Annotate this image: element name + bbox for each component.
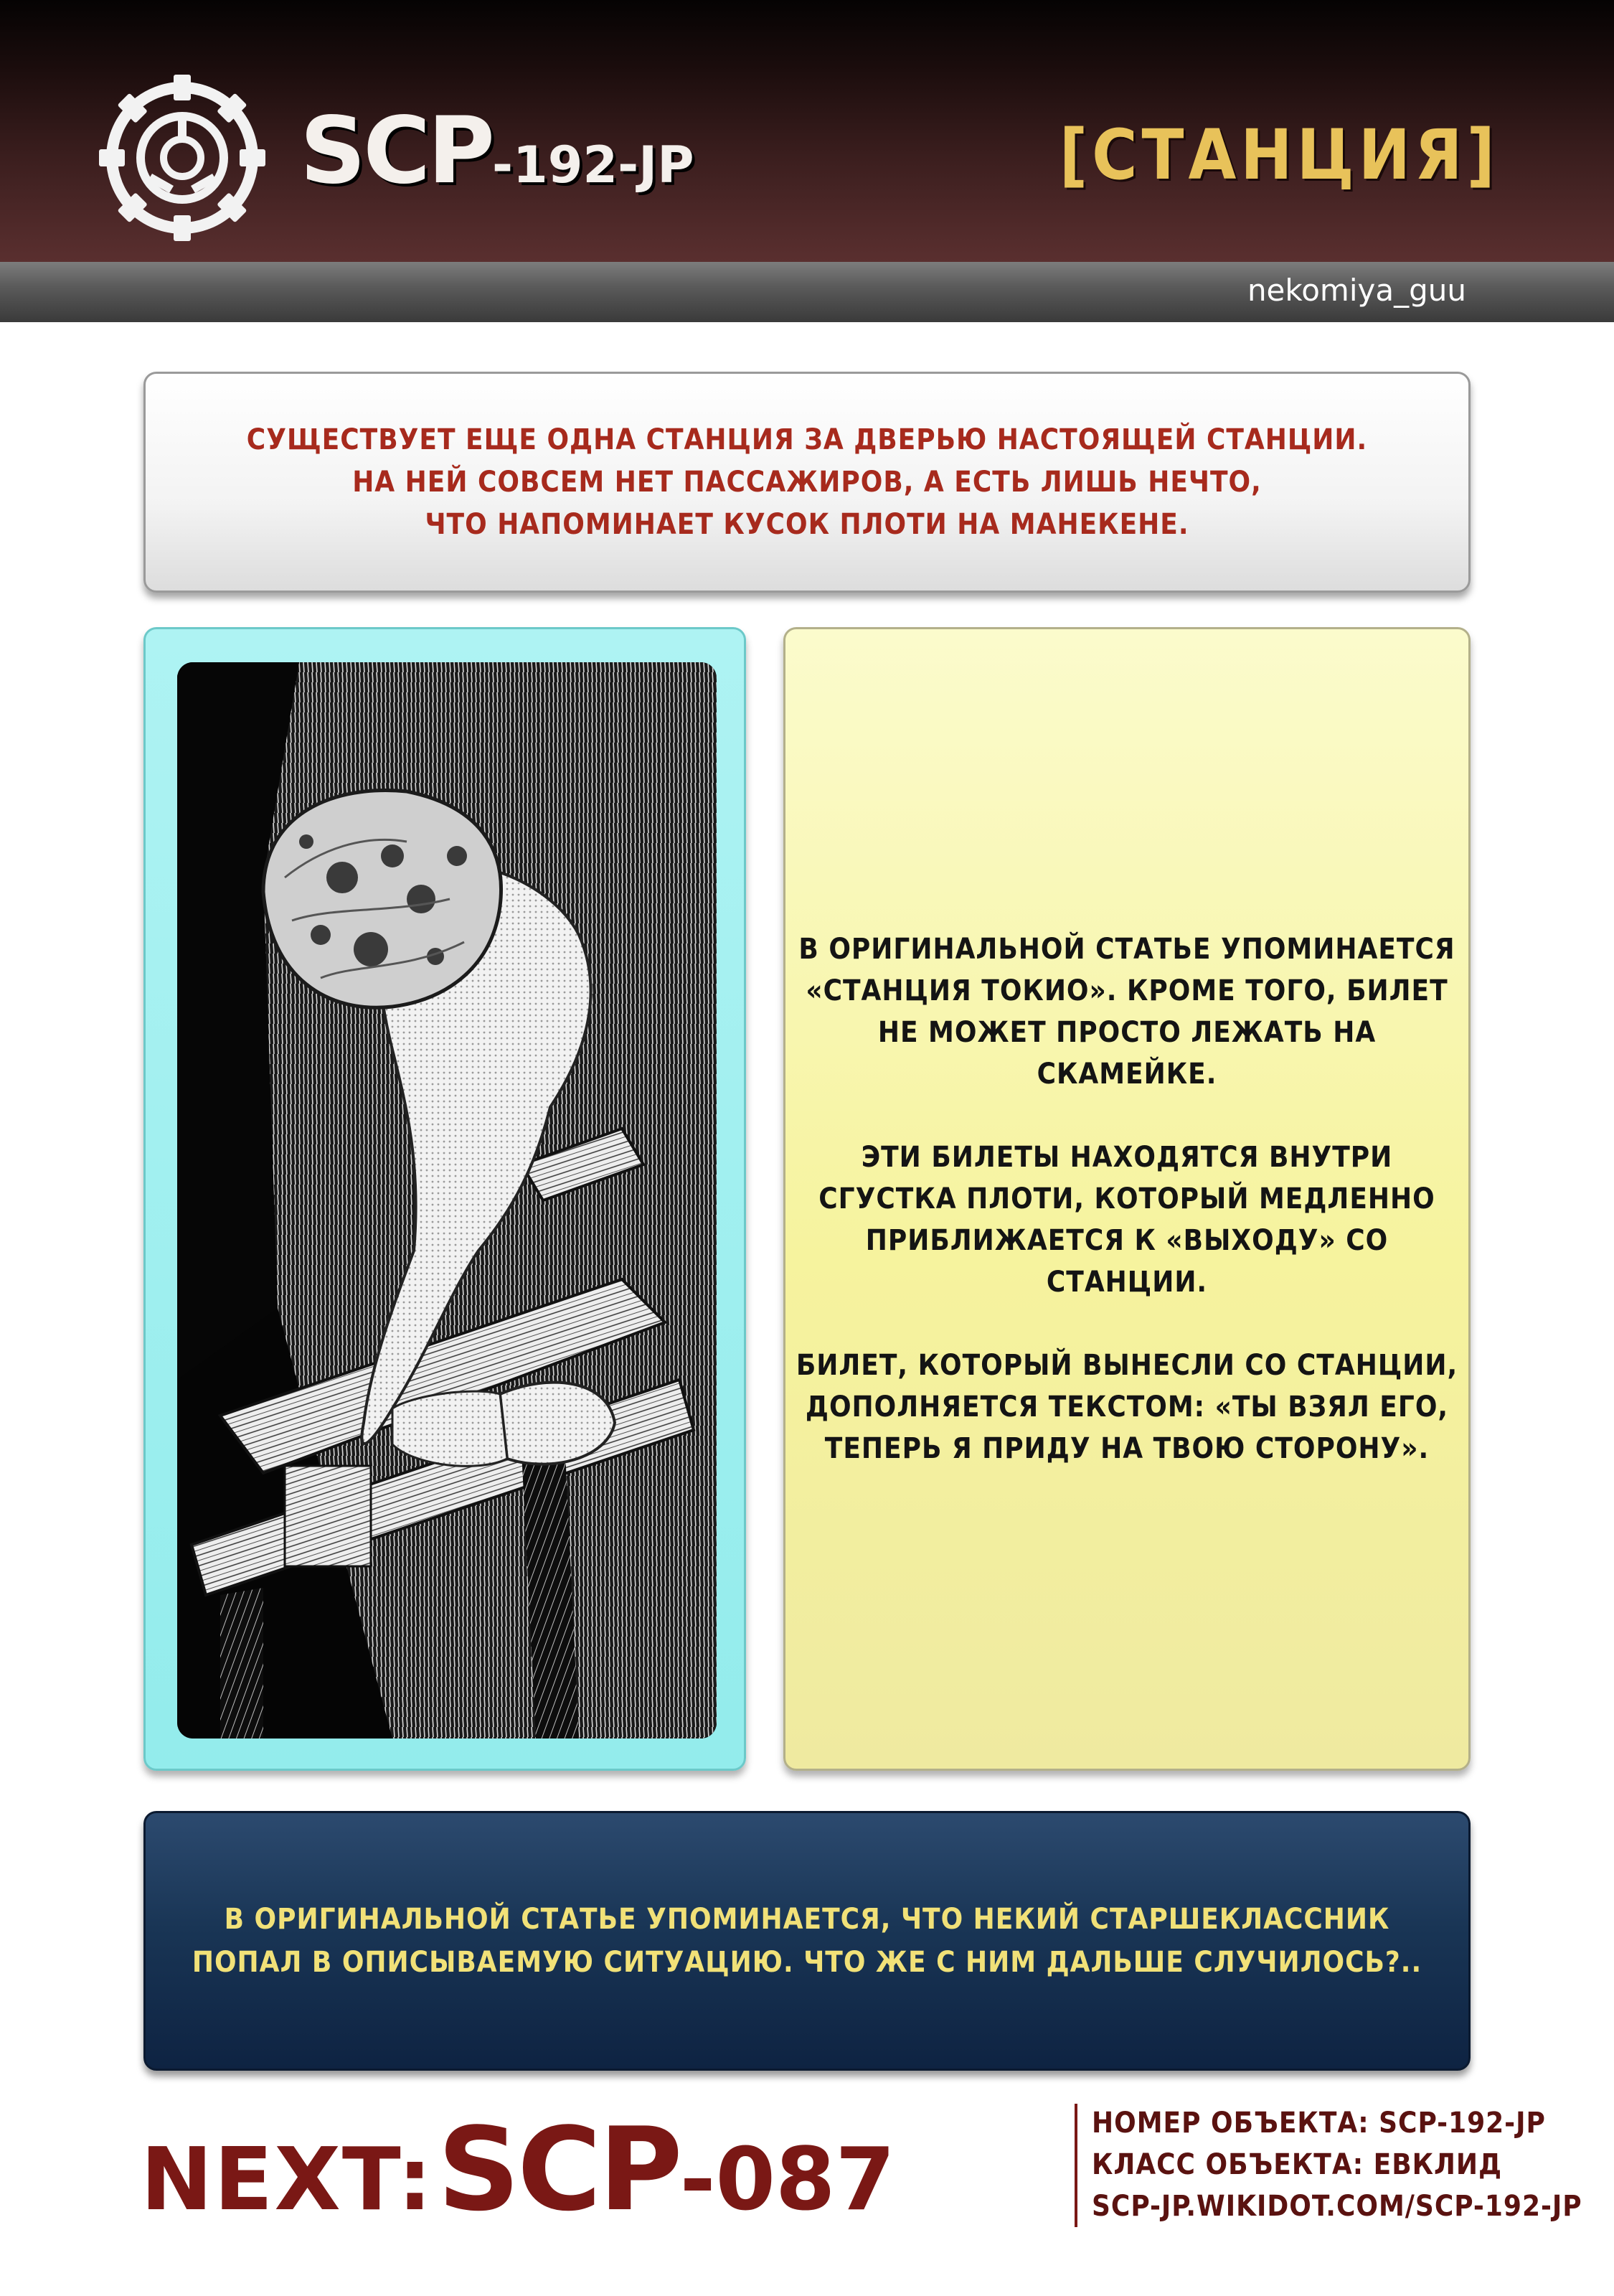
question-line: ПОПАЛ В ОПИСЫВАЕМУЮ СИТУАЦИЮ. ЧТО ЖЕ С НИМ ДАЛЬШЕ СЛУЧИЛОСЬ?..: [192, 1946, 1422, 1979]
question-text: [192, 1898, 1422, 1984]
notes-line: НЕ МОЖЕТ ПРОСТО ЛЕЖАТЬ НА СКАМЕЙКЕ.: [877, 1016, 1377, 1091]
illustration-image: [177, 662, 717, 1739]
intro-text: [247, 419, 1367, 546]
notes-paragraph: [785, 1137, 1468, 1303]
intro-panel: [143, 372, 1471, 593]
object-name: [СТАНЦИЯ]: [1059, 115, 1499, 195]
illustration-panel: [143, 627, 746, 1771]
scp-foundation-logo-icon: [90, 66, 274, 250]
next-article-link[interactable]: [141, 2102, 895, 2239]
header-band: [0, 0, 1614, 262]
object-number: НОМЕР ОБЪЕКТА: SCP-192-JP: [1092, 2107, 1546, 2140]
intro-line: СУЩЕСТВУЕТ ЕЩЕ ОДНА СТАНЦИЯ ЗА ДВЕРЬЮ НАСТОЯЩЕЙ СТАНЦИИ.: [246, 423, 1368, 456]
notes-line: ДОПОЛНЯЕТСЯ ТЕКСТОМ: «ТЫ ВЗЯЛ ЕГО,: [805, 1391, 1449, 1424]
author-name: nekomiya_guu: [1247, 273, 1466, 308]
notes-text: [785, 928, 1468, 1469]
notes-panel: [783, 627, 1471, 1771]
notes-line: ЭТИ БИЛЕТЫ НАХОДЯТСЯ ВНУТРИ: [861, 1141, 1393, 1174]
mannequin-on-bench-illustration: [177, 662, 717, 1739]
intro-line: ЧТО НАПОМИНАЕТ КУСОК ПЛОТИ НА МАНЕКЕНЕ.: [425, 507, 1189, 541]
intro-line: НА НЕЙ СОВСЕМ НЕТ ПАССАЖИРОВ, А ЕСТЬ ЛИШЬ НЕЧТО,: [352, 465, 1262, 499]
wiki-url[interactable]: SCP-JP.WIKIDOT.COM/SCP-192-JP: [1092, 2190, 1582, 2223]
title-number: -192-JP: [491, 136, 694, 194]
question-panel: [143, 1811, 1471, 2071]
notes-line: В ОРИГИНАЛЬНОЙ СТАТЬЕ УПОМИНАЕТСЯ: [798, 933, 1455, 966]
object-class: КЛАСС ОБЪЕКТА: ЕВКЛИД: [1092, 2148, 1503, 2181]
next-scp-label: SCP: [437, 2102, 680, 2236]
next-number: -087: [679, 2130, 895, 2230]
object-meta: [1092, 2102, 1582, 2227]
notes-line: СГУСТКА ПЛОТИ, КОТОРЫЙ МЕДЛЕННО: [818, 1182, 1435, 1215]
notes-line: БИЛЕТ, КОТОРЫЙ ВЫНЕСЛИ СО СТАНЦИИ,: [796, 1349, 1458, 1382]
notes-line: «СТАНЦИЯ ТОКИО». КРОМЕ ТОГО, БИЛЕТ: [806, 974, 1448, 1007]
title-scp-label: SCP: [300, 98, 492, 204]
next-label: NEXT:: [141, 2130, 434, 2230]
question-line: В ОРИГИНАЛЬНОЙ СТАТЬЕ УПОМИНАЕТСЯ, ЧТО НЕКИЙ СТАРШЕКЛАССНИК: [224, 1903, 1390, 1936]
notes-paragraph: [785, 928, 1468, 1095]
notes-line: ПРИБЛИЖАЕТСЯ К «ВЫХОДУ» СО СТАНЦИИ.: [865, 1224, 1389, 1299]
notes-paragraph: [785, 1345, 1468, 1469]
object-title: [300, 98, 694, 204]
meta-divider: [1075, 2104, 1077, 2227]
notes-line: ТЕПЕРЬ Я ПРИДУ НА ТВОЮ СТОРОНУ».: [824, 1432, 1430, 1465]
